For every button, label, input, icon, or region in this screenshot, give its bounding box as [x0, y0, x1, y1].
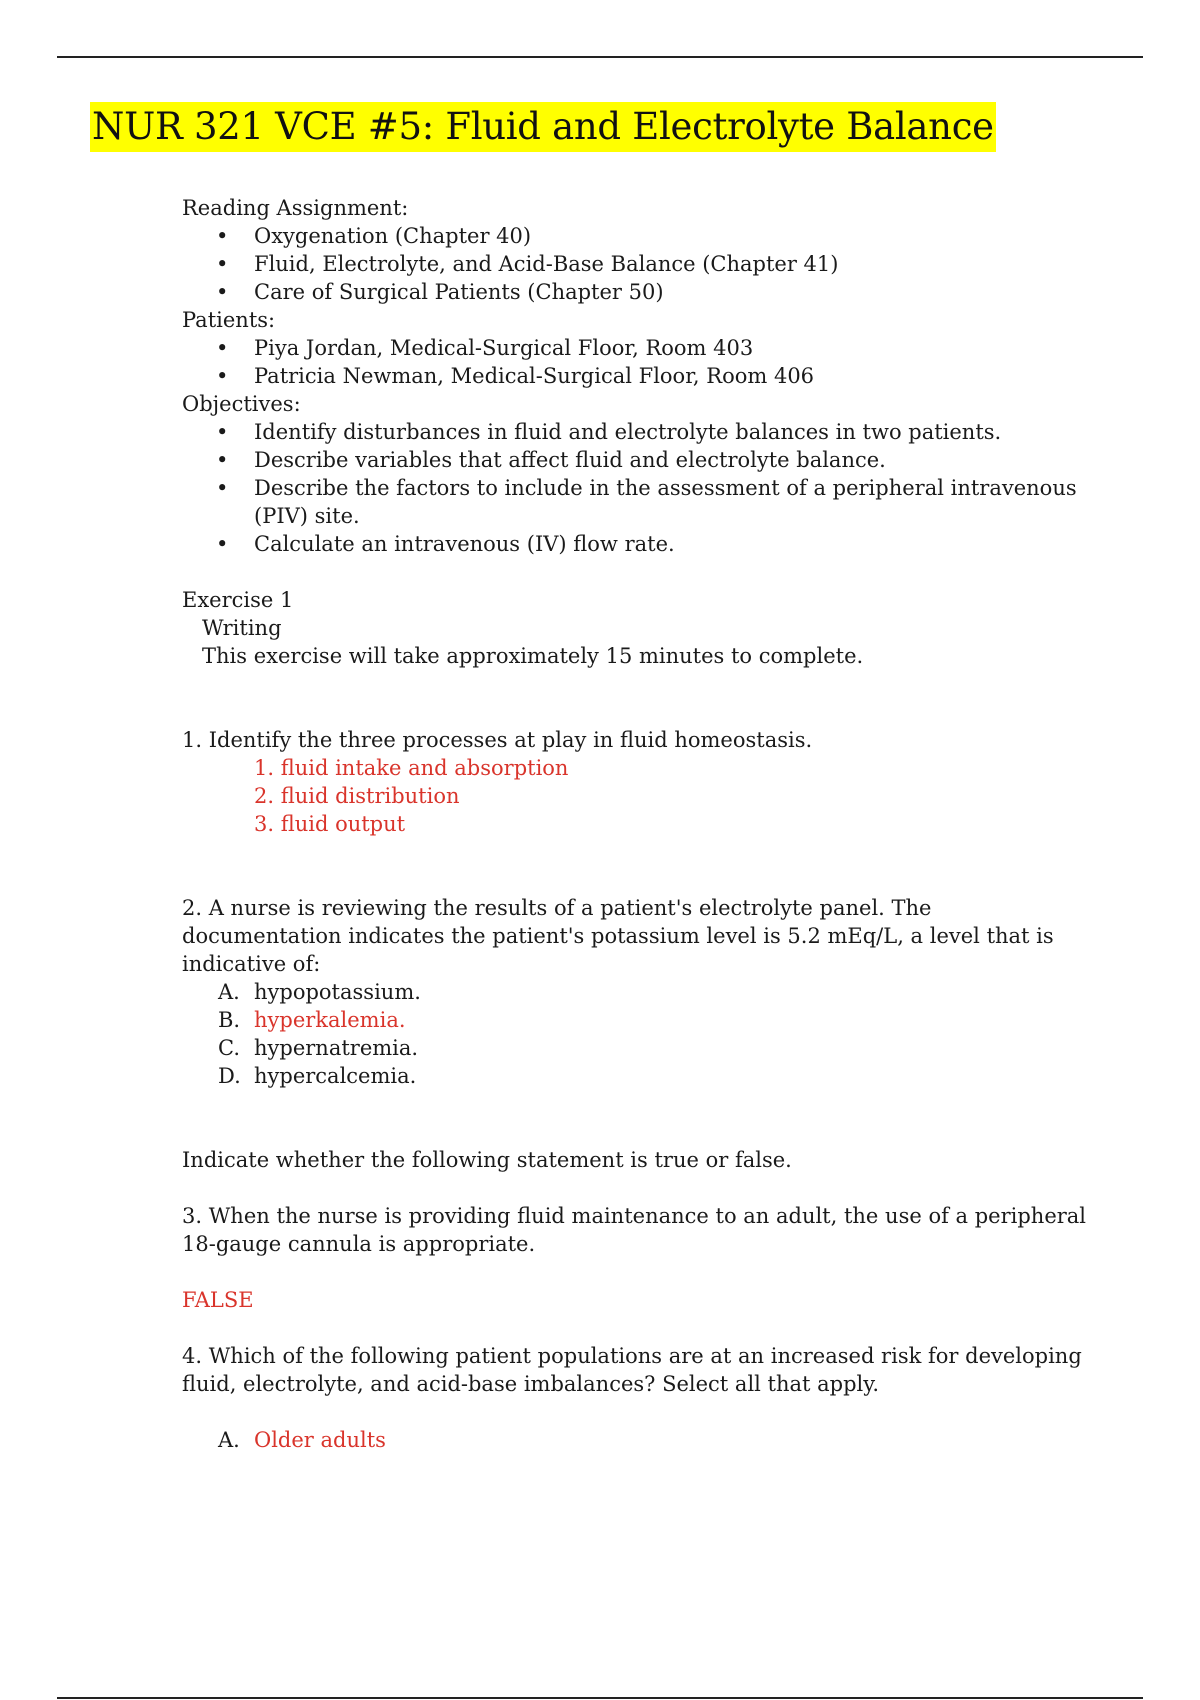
bullet-icon: • [216, 448, 229, 472]
exercise-type: Writing [202, 616, 282, 640]
list-item: • Care of Surgical Patients (Chapter 50) [216, 280, 664, 304]
question-4-line: 4. Which of the following patient populations are at an increased risk for developing [182, 1344, 1082, 1368]
bullet-icon: • [216, 224, 229, 248]
correct-answer: Older adults [254, 1428, 386, 1452]
question-1: 1. Identify the three processes at play in fluid homeostasis. [182, 728, 813, 752]
bullet-icon: • [216, 252, 229, 276]
reading-heading: Reading Assignment: [182, 196, 409, 220]
top-rule [57, 56, 1143, 58]
option-b: B. hyperkalemia. [218, 1008, 406, 1032]
option-d: D. hypercalcemia. [218, 1064, 417, 1088]
page-title: NUR 321 VCE #5: Fluid and Electrolyte Balance [90, 102, 996, 152]
bullet-icon: • [216, 420, 229, 444]
question-4-line: fluid, electrolyte, and acid-base imbalances? Select all that apply. [182, 1372, 880, 1396]
option-c: C. hypernatremia. [218, 1036, 419, 1060]
bullet-icon: • [216, 532, 229, 556]
patients-heading: Patients: [182, 308, 276, 332]
question-2-line: 2. A nurse is reviewing the results of a patient's electrolyte panel. The [182, 896, 932, 920]
bullet-icon: • [216, 364, 229, 388]
bullet-icon: • [216, 280, 229, 304]
question-3-answer: FALSE [182, 1288, 254, 1312]
bullet-icon: • [216, 476, 229, 500]
exercise-duration: This exercise will take approximately 15 minutes to complete. [202, 644, 864, 668]
list-item: • Fluid, Electrolyte, and Acid-Base Balance (Chapter 41) [216, 252, 839, 276]
question-2-line: documentation indicates the patient's potassium level is 5.2 mEq/L, a level that is [182, 924, 1054, 948]
document-body [182, 194, 1087, 1454]
answer-item: 3. fluid output [254, 812, 406, 836]
list-item: • Describe the factors to include in the assessment of a peripheral intravenous [216, 476, 1077, 500]
list-item: • Patricia Newman, Medical-Surgical Floor, Room 406 [216, 364, 815, 388]
list-item: • Describe variables that affect fluid and electrolyte balance. [216, 448, 886, 472]
list-item: • Oxygenation (Chapter 40) [216, 224, 532, 248]
answer-item: 1. fluid intake and absorption [254, 756, 569, 780]
bottom-rule [57, 1697, 1143, 1699]
question-2-line: indicative of: [182, 952, 321, 976]
list-item: • Identify disturbances in fluid and electrolyte balances in two patients. [216, 420, 1002, 444]
option-a: A. hypopotassium. [218, 980, 421, 1004]
list-item: • Piya Jordan, Medical-Surgical Floor, Room 403 [216, 336, 754, 360]
bullet-icon: • [216, 336, 229, 360]
true-false-instruction: Indicate whether the following statement is true or false. [182, 1148, 792, 1172]
answer-item: 2. fluid distribution [254, 784, 460, 808]
question-3-line: 3. When the nurse is providing fluid maintenance to an adult, the use of a peripheral [182, 1204, 1087, 1228]
objectives-heading: Objectives: [182, 392, 301, 416]
list-item: • Calculate an intravenous (IV) flow rate. [216, 532, 675, 556]
list-item-continuation: (PIV) site. [254, 504, 360, 528]
exercise-title: Exercise 1 [182, 588, 294, 612]
correct-answer: hyperkalemia. [254, 1008, 406, 1032]
question-3-line: 18-gauge cannula is appropriate. [182, 1232, 536, 1256]
option-a: A. Older adults [218, 1428, 386, 1452]
